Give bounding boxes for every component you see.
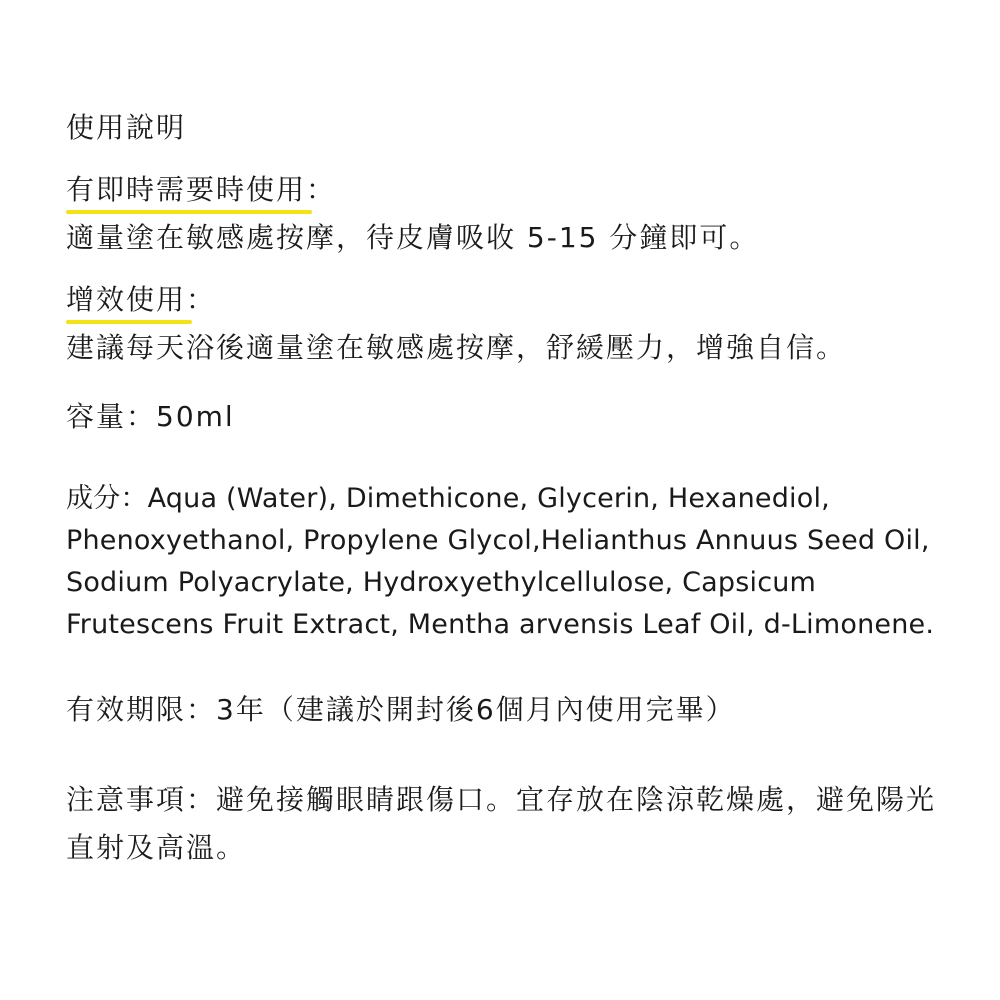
precautions: 注意事項：避免接觸眼睛跟傷口。宜存放在陰涼乾燥處，避免陽光直射及高溫。 [66, 783, 937, 864]
enhanced-use-heading-row [66, 280, 216, 320]
instant-use-text: 適量塗在敏感處按摩，待皮膚吸收 5-15 分鐘即可。 [66, 221, 760, 254]
instant-use-heading-row [66, 170, 336, 210]
page-title: 使用說明 [66, 111, 187, 144]
instant-use-heading: 有即時需要時使用 [66, 170, 306, 210]
instant-use-colon: ： [306, 173, 337, 206]
enhanced-use-heading: 增效使用 [66, 280, 186, 320]
enhanced-use-colon: ： [186, 283, 217, 316]
ingredients: 成分：Aqua (Water), Dimethicone, Glycerin, Hexanediol, Phenoxyethanol, Propylene Glycol,Helianthus Annuus Seed Oil, Sodium Polyacrylate, Hydroxyethylcellulose, Capsicum Frutescens Fruit Extract, Mentha arvensis Leaf Oil, d-Limonene. [66, 483, 935, 640]
enhanced-use-text: 建議每天浴後適量塗在敏感處按摩，舒緩壓力，增強自信。 [66, 331, 847, 364]
capacity: 容量：50ml [66, 400, 235, 433]
shelf-life: 有效期限：3年（建議於開封後6個月內使用完畢） [66, 693, 736, 726]
